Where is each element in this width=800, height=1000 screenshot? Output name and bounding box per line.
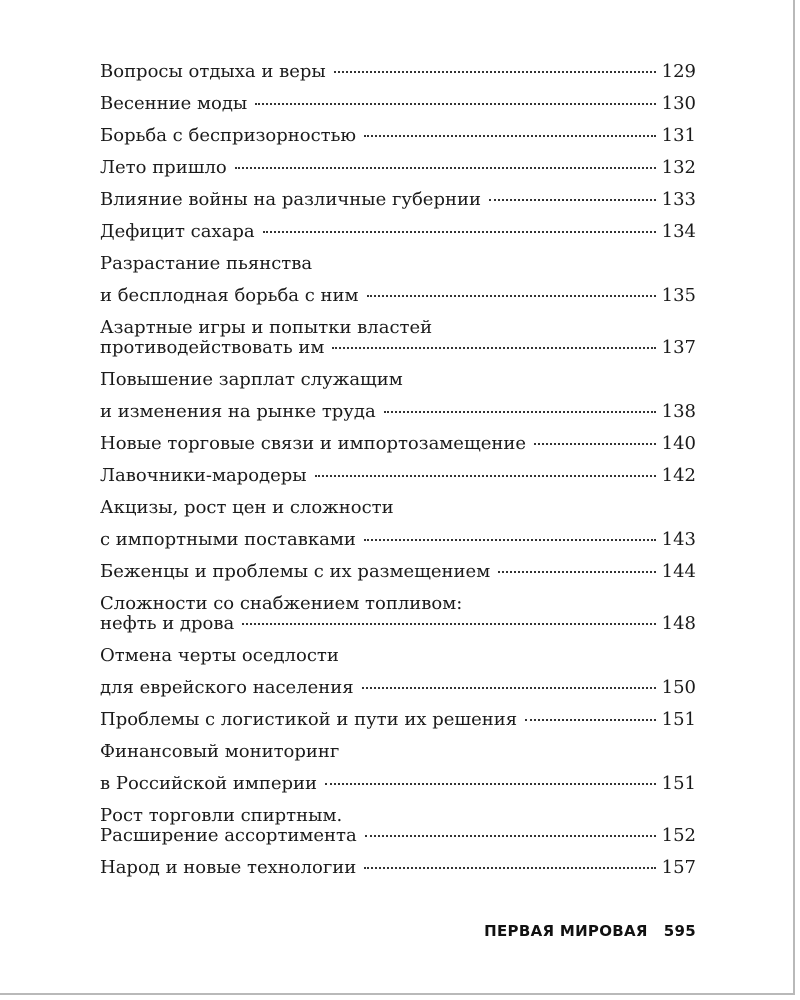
dot-leader xyxy=(263,231,656,233)
toc-entry-title: Финансовый мониторинг xyxy=(100,742,340,762)
toc-page-number: 152 xyxy=(661,825,696,846)
dot-leader xyxy=(334,71,656,73)
toc-entry-title: Влияние войны на различные губернии xyxy=(100,190,481,210)
toc-page-number: 133 xyxy=(661,189,696,210)
dot-leader xyxy=(364,135,656,137)
dot-leader xyxy=(362,687,656,689)
toc-line xyxy=(100,318,696,338)
toc-page-number: 134 xyxy=(661,221,696,242)
toc-line-last xyxy=(100,614,696,634)
toc-entry-title: нефть и дрова xyxy=(100,614,235,634)
dot-leader xyxy=(255,103,655,105)
toc-entry-title: Повышение зарплат служащим xyxy=(100,370,403,390)
toc-page-number: 148 xyxy=(661,613,696,634)
toc-page-number: 130 xyxy=(661,93,696,114)
toc-page-number: 140 xyxy=(661,433,696,454)
toc-entry xyxy=(100,710,696,730)
dot-leader xyxy=(489,199,656,201)
toc-line-last xyxy=(100,466,696,486)
toc-line-last xyxy=(100,858,696,878)
toc-entry xyxy=(100,94,696,114)
toc-page-number: 151 xyxy=(661,773,696,794)
toc-line-last xyxy=(100,222,696,242)
toc-entry xyxy=(100,318,696,358)
toc-page-number: 129 xyxy=(661,61,696,82)
toc-page-number: 151 xyxy=(661,709,696,730)
toc-entry xyxy=(100,190,696,210)
toc-line xyxy=(100,742,696,762)
toc-line-last xyxy=(100,286,696,306)
dot-leader xyxy=(332,347,655,349)
dot-leader xyxy=(315,475,656,477)
toc-entry-title: Вопросы отдыха и веры xyxy=(100,62,326,82)
page-number: 595 xyxy=(663,922,696,940)
toc-page-number: 144 xyxy=(661,561,696,582)
toc-entry xyxy=(100,466,696,486)
toc-page-number: 131 xyxy=(661,125,696,146)
toc-entry-title: и изменения на рынке труда xyxy=(100,402,376,422)
toc-page-number: 143 xyxy=(661,529,696,550)
toc-line-last xyxy=(100,94,696,114)
toc-page-number: 137 xyxy=(661,337,696,358)
toc-entry-title: Рост торговли спиртным. xyxy=(100,806,343,826)
dot-leader xyxy=(365,835,656,837)
toc-line xyxy=(100,594,696,614)
toc-entry xyxy=(100,158,696,178)
toc-entry-title: Народ и новые технологии xyxy=(100,858,357,878)
toc-entry xyxy=(100,594,696,634)
toc-entry-title: Борьба с беспризорностью xyxy=(100,126,357,146)
dot-leader xyxy=(325,783,656,785)
toc-line-last xyxy=(100,158,696,178)
dot-leader xyxy=(367,295,656,297)
toc-line-last xyxy=(100,774,696,794)
toc-entry-title: и бесплодная борьба с ним xyxy=(100,286,359,306)
toc-page-number: 150 xyxy=(661,677,696,698)
toc-page-number: 135 xyxy=(661,285,696,306)
toc-entry-title: Разрастание пьянства xyxy=(100,254,313,274)
toc-line-last xyxy=(100,434,696,454)
toc-entry-title: Весенние моды xyxy=(100,94,248,114)
toc-entry xyxy=(100,742,696,794)
toc-entry-title: Новые торговые связи и импортозамещение xyxy=(100,434,526,454)
running-title: ПЕРВАЯ МИРОВАЯ xyxy=(484,922,648,940)
toc-page-number: 132 xyxy=(661,157,696,178)
toc-line xyxy=(100,498,696,518)
toc-entry-title: в Российской империи xyxy=(100,774,318,794)
toc-line-last xyxy=(100,126,696,146)
toc-line xyxy=(100,370,696,390)
dot-leader xyxy=(534,443,656,445)
toc-line-last xyxy=(100,62,696,82)
toc-entry-title: Расширение ассортимента xyxy=(100,826,357,846)
toc-entry-title: Акцизы, рост цен и сложности xyxy=(100,498,394,518)
dot-leader xyxy=(525,719,656,721)
dot-leader xyxy=(498,571,655,573)
toc-line-last xyxy=(100,530,696,550)
toc-entry-title: Беженцы и проблемы с их размещением xyxy=(100,562,491,582)
toc-entry xyxy=(100,858,696,878)
toc-page-number: 157 xyxy=(661,857,696,878)
toc-entry-title: противодействовать им xyxy=(100,338,325,358)
toc-line-last xyxy=(100,826,696,846)
dot-leader xyxy=(384,411,656,413)
toc-entry-title: Лавочники-мародеры xyxy=(100,466,307,486)
toc-entry-title: для еврейского населения xyxy=(100,678,354,698)
toc-entry-title: Отмена черты оседлости xyxy=(100,646,339,666)
toc-entry xyxy=(100,370,696,422)
toc-line xyxy=(100,254,696,274)
toc-entry xyxy=(100,254,696,306)
dot-leader xyxy=(235,167,656,169)
toc-page-number: 138 xyxy=(661,401,696,422)
dot-leader xyxy=(242,623,655,625)
running-footer xyxy=(480,922,696,940)
toc-entry-title: Лето пришло xyxy=(100,158,227,178)
toc-line-last xyxy=(100,678,696,698)
toc-entry xyxy=(100,126,696,146)
toc-line-last xyxy=(100,562,696,582)
dot-leader xyxy=(364,539,656,541)
toc-entry-title: Дефицит сахара xyxy=(100,222,255,242)
toc-entry-title: Сложности со снабжением топливом: xyxy=(100,594,463,614)
toc-entry-title: с импортными поставками xyxy=(100,530,356,550)
toc-entry xyxy=(100,222,696,242)
toc-line xyxy=(100,646,696,666)
toc-line-last xyxy=(100,710,696,730)
toc-entry-title: Проблемы с логистикой и пути их решения xyxy=(100,710,518,730)
toc-entry xyxy=(100,498,696,550)
toc-page-number: 142 xyxy=(661,465,696,486)
toc-entry xyxy=(100,646,696,698)
toc-entry xyxy=(100,434,696,454)
toc-line xyxy=(100,806,696,826)
toc-line-last xyxy=(100,338,696,358)
dot-leader xyxy=(364,867,655,869)
toc-line-last xyxy=(100,190,696,210)
toc-entry xyxy=(100,562,696,582)
toc-entry xyxy=(100,806,696,846)
toc-line-last xyxy=(100,402,696,422)
toc-entry-title: Азартные игры и попытки властей xyxy=(100,318,433,338)
table-of-contents xyxy=(100,62,696,878)
toc-entry xyxy=(100,62,696,82)
